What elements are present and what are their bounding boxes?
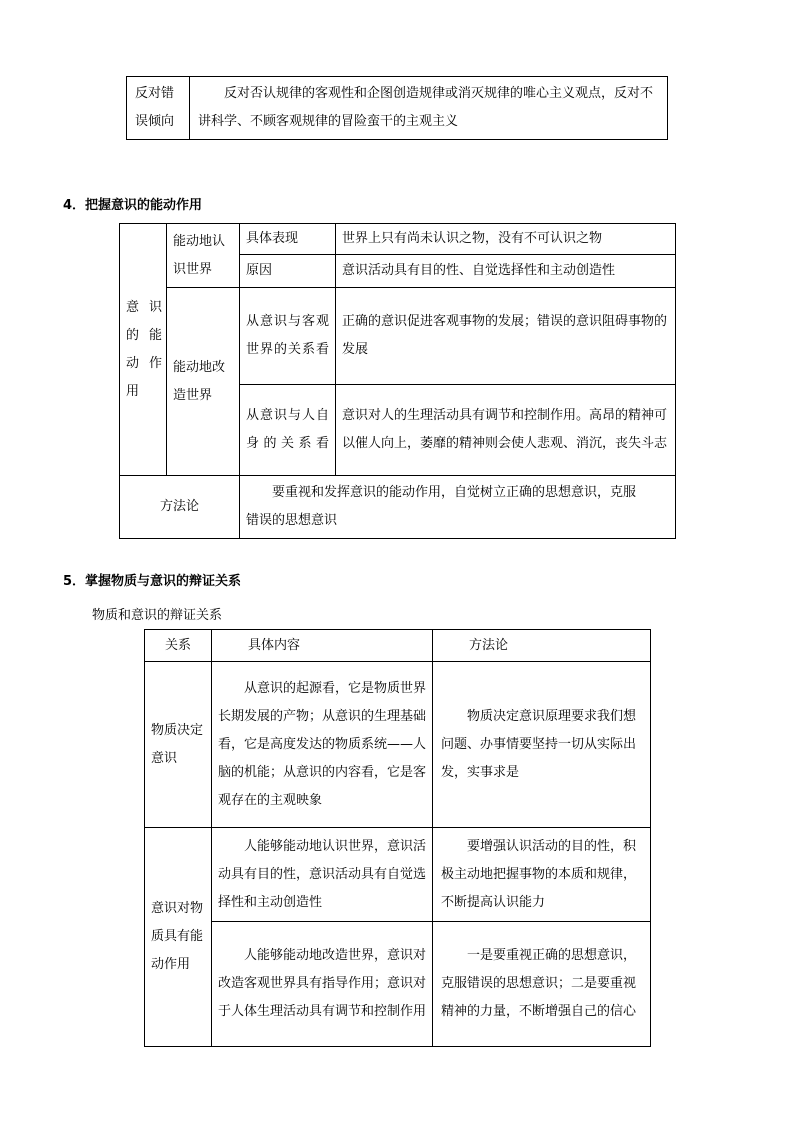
- matter-consciousness-table: [144, 629, 651, 1047]
- content-transform: 人能够能动地改造世界，意识对改造客观世界具有指导作用；意识对于人体生理活动具有调节和控制作用: [212, 922, 433, 1047]
- row-self-content: 意识对人的生理活动具有调节和控制作用。高昂的精神可以催人向上，萎靡的精神则会使人悲观、消沉，丧失斗志: [336, 385, 676, 476]
- error-tendency-label: 反对错误倾向: [127, 77, 190, 140]
- error-tendency-content: 反对否认规律的客观性和企图创造规律或消灭规律的唯心主义观点，反对不讲科学、不顾客观规律的冒险蛮干的主观主义: [190, 77, 668, 140]
- method-matter-decides: 物质决定意识原理要求我们想问题、办事情要坚持一切从实际出发，实事求是: [433, 662, 651, 828]
- header-relation: 关系: [145, 630, 212, 662]
- conscious-role-table: [119, 223, 676, 539]
- relation-matter-decides: 物质决定意识: [145, 662, 212, 828]
- row-objective-world-content: 正确的意识促进客观事物的发展；错误的意识阻碍事物的发展: [336, 288, 676, 385]
- group-recognize-label: 能动地认识世界: [167, 224, 240, 288]
- content-matter-decides: 从意识的起源看，它是物质世界长期发展的产物；从意识的生理基础看，它是高度发达的物质系统——人脑的机能；从意识的内容看，它是客观存在的主观映象: [212, 662, 433, 828]
- relation-consciousness-active: 意识对物质具有能动作用: [145, 828, 212, 1047]
- row-reason-label: 原因: [240, 255, 336, 288]
- row-objective-world-label: 从意识与客观世界的关系看: [240, 288, 336, 385]
- method-transform: 一是要重视正确的思想意识，克服错误的思想意识；二是要重视精神的力量，不断增强自己的信心: [433, 922, 651, 1047]
- header-method: 方法论: [433, 630, 651, 662]
- error-tendency-table: [126, 76, 668, 140]
- methodology-content: 要重视和发挥意识的能动作用，自觉树立正确的思想意识，克服错误的思想意识: [240, 476, 676, 539]
- section-5-caption: 物质和意识的辩证关系: [92, 608, 223, 623]
- row-manifestation-content: 世界上只有尚未认识之物，没有不可认识之物: [336, 224, 676, 255]
- conscious-role-label: 意识的能动作用: [120, 224, 167, 476]
- header-content: 具体内容: [212, 630, 433, 662]
- row-reason-content: 意识活动具有目的性、自觉选择性和主动创造性: [336, 255, 676, 288]
- section-4-heading: 4．把握意识的能动作用: [63, 198, 203, 213]
- method-recognize: 要增强认识活动的目的性，积极主动地把握事物的本质和规律，不断提高认识能力: [433, 828, 651, 922]
- row-manifestation-label: 具体表现: [240, 224, 336, 255]
- methodology-label: 方法论: [120, 476, 240, 539]
- row-self-label: 从意识与人自身的关系看: [240, 385, 336, 476]
- group-transform-label: 能动地改造世界: [167, 288, 240, 476]
- content-recognize: 人能够能动地认识世界，意识活动具有目的性，意识活动具有自觉选择性和主动创造性: [212, 828, 433, 922]
- section-5-heading: 5．掌握物质与意识的辩证关系: [63, 574, 242, 589]
